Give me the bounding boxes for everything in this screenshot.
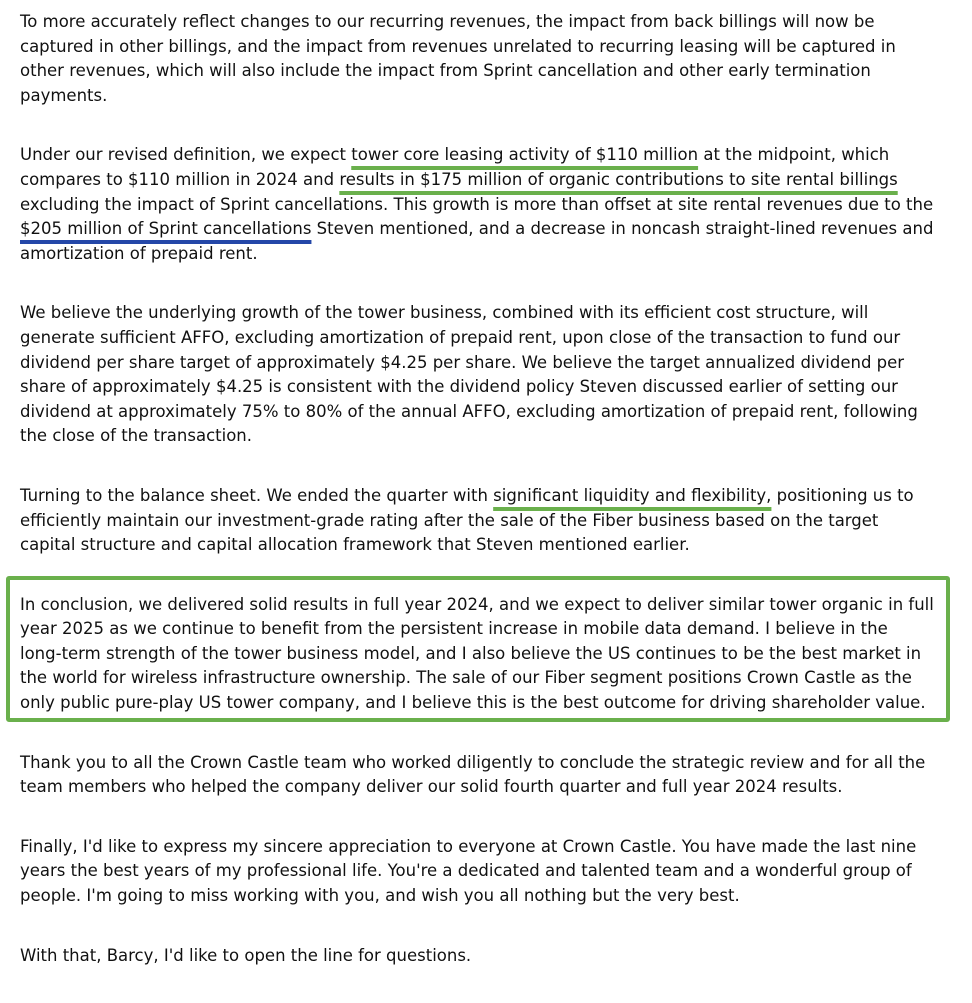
text-line (20, 168, 955, 193)
paragraph-reporting-changes (20, 10, 955, 108)
text-line: To more accurately reflect changes to our recurring revenues, the impact from back billings will now be (20, 12, 875, 31)
paragraph-appreciation (20, 835, 955, 909)
text-line: excluding the impact of Sprint cancellations. This growth is more than offset at site rental revenues due to the (20, 194, 934, 214)
text-line: payments. (20, 85, 108, 105)
text-line: other revenues, which will also include the impact from Sprint cancellation and other early termination (20, 61, 871, 81)
transcript-document (20, 10, 955, 1003)
text-line: Thank you to all the Crown Castle team who worked diligently to conclude the strategic review and for all the (20, 752, 926, 772)
highlight-tower-leasing-activity: tower core leasing activity of $110 million (351, 145, 699, 165)
text-line (20, 217, 955, 242)
text-line: generate sufficient AFFO, excluding amortization of prepaid rent, upon close of the transaction to fund our (20, 327, 901, 347)
text-line: amortization of prepaid rent. (20, 243, 258, 263)
text-line: capital structure and capital allocation framework that Steven mentioned earlier. (20, 535, 690, 555)
text-line: captured in other billings, and the impact from revenues unrelated to recurring leasing will be captured in (20, 36, 896, 56)
highlight-sprint-cancellations: $205 million of Sprint cancellations (20, 219, 312, 239)
paragraph-thank-you (20, 751, 955, 800)
text-segment: Turning to the balance sheet. We ended the quarter with (20, 485, 494, 505)
text-line: In conclusion, we delivered solid results in full year 2024, and we expect to deliver similar tower organic in full (20, 594, 934, 614)
text-line: team members who helped the company deliver our solid fourth quarter and full year 2024 results. (20, 777, 843, 797)
text-segment: Steven mentioned, and a decrease in noncash straight-lined revenues and (311, 219, 934, 239)
text-line: people. I'm going to miss working with you, and wish you all nothing but the very best. (20, 886, 740, 906)
text-line: long-term strength of the tower business model, and I also believe the US continues to be the best market in (20, 643, 922, 663)
text-line: efficiently maintain our investment-grade rating after the sale of the Fiber business based on the target (20, 510, 879, 530)
text-line: the world for wireless infrastructure ownership. The sale of our Fiber segment positions Crown Castle as the (20, 668, 912, 688)
text-segment: positioning us to (771, 485, 914, 505)
text-segment: compares to $110 million in 2024 and (20, 169, 340, 189)
text-line: share of approximately $4.25 is consistent with the dividend policy Steven discussed earlier of setting our (20, 377, 898, 397)
text-line: only public pure-play US tower company, and I believe this is the best outcome for driving shareholder value. (20, 693, 926, 713)
text-line: With that, Barcy, I'd like to open the line for questions. (20, 945, 472, 965)
paragraph-affo-dividend (20, 301, 955, 449)
paragraph-revised-definition (20, 143, 955, 266)
text-segment: at the midpoint, which (698, 145, 890, 165)
text-line (20, 484, 955, 509)
text-line (20, 143, 955, 168)
text-line: We believe the underlying growth of the tower business, combined with its efficient cost structure, will (20, 303, 869, 323)
text-segment: Under our revised definition, we expect (20, 145, 352, 165)
highlight-organic-contributions: results in $175 million of organic contributions to site rental billings (339, 169, 898, 189)
text-line: years the best years of my professional life. You're a dedicated and talented team and a wonderful group of (20, 861, 912, 881)
paragraph-balance-sheet (20, 484, 955, 558)
highlight-liquidity-flexibility: significant liquidity and flexibility, (493, 485, 772, 505)
text-line: Finally, I'd like to express my sincere appreciation to everyone at Crown Castle. You have made the last nine (20, 836, 917, 856)
text-line: year 2025 as we continue to benefit from the persistent increase in mobile data demand. I believe in the (20, 619, 888, 639)
text-line: the close of the transaction. (20, 426, 252, 446)
text-line: dividend per share target of approximately $4.25 per share. We believe the target annualized dividend per (20, 352, 905, 372)
text-line: dividend at approximately 75% to 80% of the annual AFFO, excluding amortization of prepaid rent, following (20, 401, 918, 421)
paragraph-open-questions (20, 944, 955, 969)
paragraph-conclusion-highlighted (20, 593, 955, 716)
